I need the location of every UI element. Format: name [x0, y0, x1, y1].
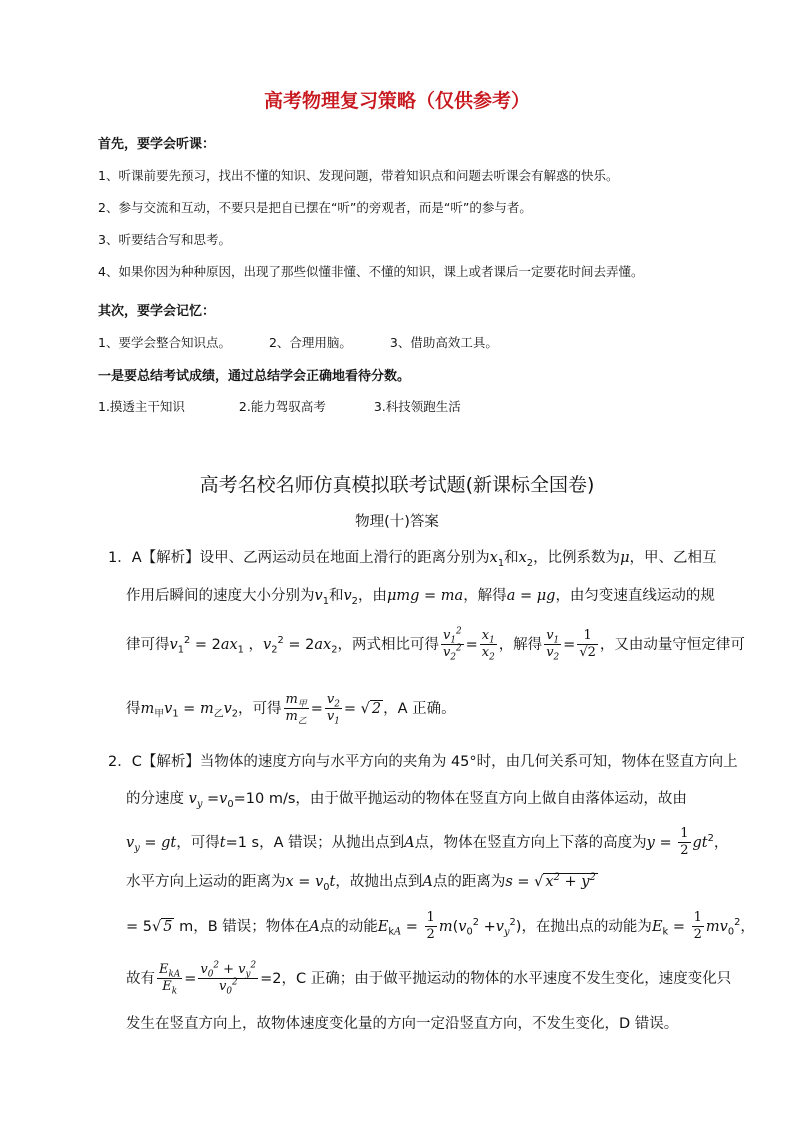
section-heading-listening: 首先，要学会听课： [98, 137, 216, 152]
answer-1-line-4: 得$m_甲v_1 = m_乙v_2$，可得 $\frac{m_甲}{m_乙}$ = $\frac{v_2}{v_1}$ = √ 2 ，A 正确。 [126, 692, 456, 727]
bold-note: 一是要总结考试成绩，通过总结学会正确地看待分数。 [98, 369, 411, 384]
fraction: $\frac{v_2}{v_1}$ [326, 692, 340, 727]
fraction: $\frac{v_1}{v_2}$ [546, 628, 560, 663]
answer-2-line-2: 的分速度 $v_y =v_0=10$ m/s，由于做平抛运动的物体在竖直方向上做自由落体运动，故由 [126, 791, 687, 810]
answer-2-line-7: 发生在竖直方向上，故物体速度变化量的方向一定沿竖直方向，不发生变化，D 错误。 [126, 1016, 679, 1032]
memory-items [98, 333, 498, 351]
list-item: 2.能力驾驭高考 [238, 399, 326, 414]
list-item: 2、合理用脑。 [268, 335, 352, 350]
exam-subtitle: 物理(十)答案 [355, 514, 439, 530]
list-item: 3.科技领跑生活 [373, 399, 461, 414]
fraction: $\frac{1}{2}$ [680, 826, 689, 859]
list-item: 1、要学会整合知识点。 [98, 335, 231, 350]
list-item: 1.摸透主干知识 [98, 399, 185, 414]
list-item: 2、参与交流和互动，不要只是把自已摆在“听”的旁观者，而是“听”的参与者。 [98, 200, 532, 215]
section-heading-memory: 其次，要学会记忆： [98, 304, 216, 319]
list-item: 1、听课前要先预习，找出不懂的知识、发现问题，带着知识点和问题去听课会有解惑的快乐。 [98, 168, 619, 183]
answer-1-line-1: 1．A【解析】设甲、乙两运动员在地面上滑行的距离分别为$x_1$和$x_2$，比例系数为μ，甲、乙相互 [108, 550, 717, 569]
list-item: 3、听要结合写和思考。 [98, 232, 231, 247]
fraction: $\frac{v_1^2}{v_2^2}$ [442, 626, 462, 663]
list-item: 4、如果你因为种种原因，出现了那些似懂非懂、不懂的知识，课上或者课后一定要花时间去弄懂。 [98, 264, 644, 279]
fraction: $\frac{1}{2}$ [426, 910, 435, 943]
list-item: 3、借助高效工具。 [389, 335, 498, 350]
fraction: $\frac{1}{√2}$ [579, 628, 596, 661]
page-title: 高考物理复习策略（仅供参考） [263, 90, 530, 112]
exam-title: 高考名校名师仿真模拟联考试题(新课标全国卷) [199, 474, 595, 496]
answer-1-line-2: 作用后瞬间的速度大小分别为$v_1$和$v_2$，由μmg = ma，解得a = μg，由匀变速直线运动的规 [126, 588, 715, 607]
fraction: $\frac{m_甲}{m_乙}$ [285, 692, 307, 727]
tips-row [98, 397, 461, 415]
fraction: $\frac{E_{kA}}{E_k}$ [159, 962, 181, 997]
fraction: $\frac{v_0^2 + v_y^2}{v_0^2}$ [200, 960, 257, 997]
answer-2-line-4: 水平方向上运动的距离为$x = v_0t$，故抛出点到A点的距离为s = √ $x^2 + y^2$ [126, 872, 596, 893]
fraction: $\frac{1}{2}$ [693, 910, 702, 943]
answer-2-line-5: = 5√ 5 m，B 错误；物体在A点的动能$E_{kA}$ = $\frac{1}{2}$ $m(v_0^2 +v_y^2)$，在抛出点的动能为$E_k$ = $\frac{1}{2}$ $mv_0^2$， [126, 910, 755, 943]
answer-1-line-3: 律可得$v_1^2 = 2ax_1$ ，$v_2^2 = 2ax_2$，两式相比可得 $\frac{v_1^2}{v_2^2}$ = $\frac{x_1}{x_2}$ ，解得 $\frac{v_1}{v_2}$ = $\frac{1}{√2}$ ，又由动量守恒定律可 [126, 626, 745, 663]
answer-2-line-3: $v_y$ = gt，可得t=1 s，A 错误；从抛出点到A点，物体在竖直方向上下落的高度为y = $\frac{1}{2}$ $gt^2$， [126, 826, 729, 859]
answer-2-line-1: 2．C【解析】当物体的速度方向与水平方向的夹角为 45°时，由几何关系可知，物体在竖直方向上 [108, 754, 738, 770]
fraction: $\frac{x_1}{x_2}$ [481, 628, 495, 663]
answer-2-line-6: 故有 $\frac{E_{kA}}{E_k}$ = $\frac{v_0^2 + v_y^2}{v_0^2}$ =2，C 正确；由于做平抛运动的物体的水平速度不发生变化，速度变化只 [126, 960, 732, 997]
